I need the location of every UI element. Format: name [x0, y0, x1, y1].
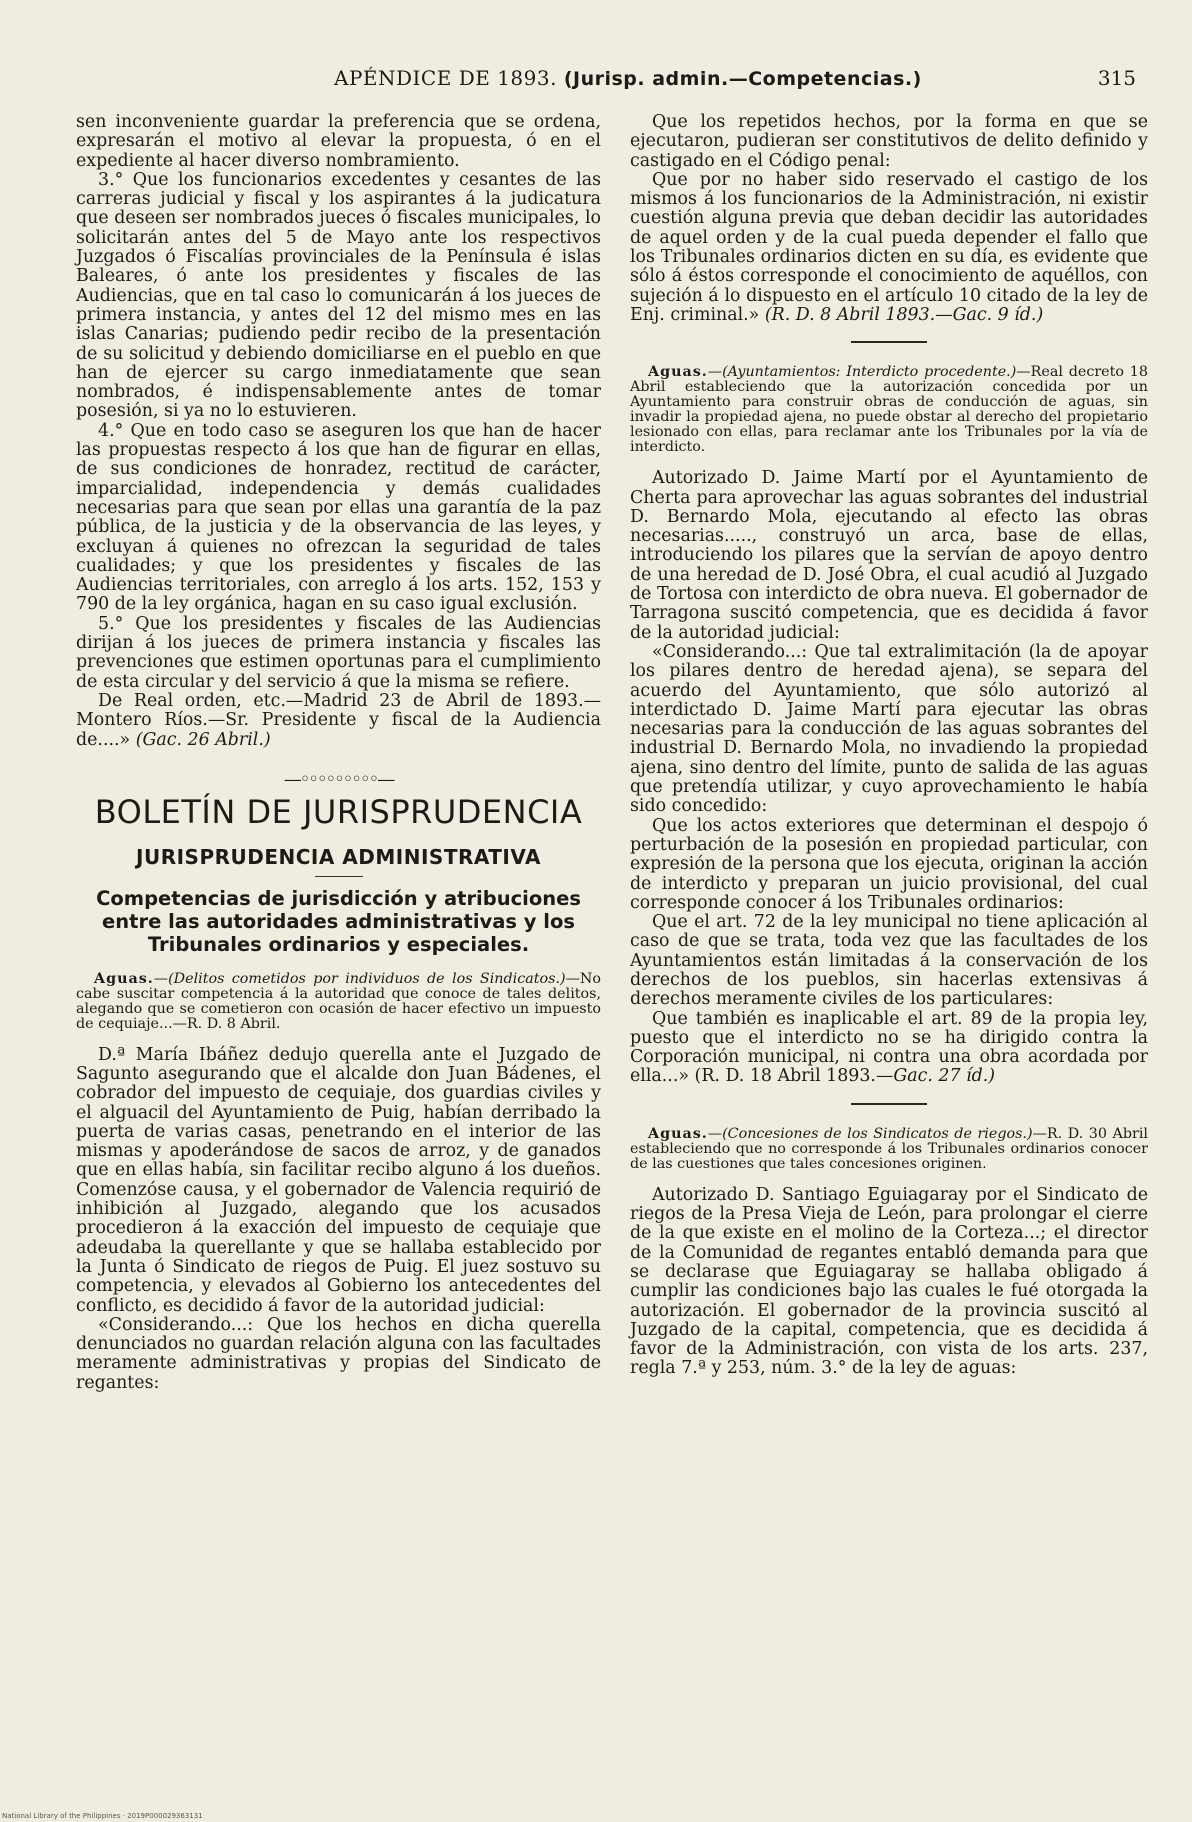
page-number: 315 — [1097, 66, 1136, 90]
citation: Gac. 27 íd.) — [893, 1066, 996, 1087]
divider — [851, 341, 927, 343]
case-summary — [630, 1127, 1148, 1172]
paragraph — [630, 1010, 1148, 1087]
case-keyword: Aguas. — [648, 364, 708, 381]
paragraph — [76, 692, 601, 750]
case-topic: —(Delitos cometidos por individuos de los Sindicatos.) — [153, 970, 566, 987]
scan-credit: National Library of the Philippines · 2019P000029363131 — [2, 1812, 203, 1820]
paragraph — [630, 171, 1148, 325]
paragraph-text: Que también es inaplicable el art. 89 de la propia ley, puesto que el interdicto no se ha dirigido contra la Corporación municipal, ni contra una obra acordada por ella...» — [630, 1008, 1148, 1087]
divider — [851, 1103, 927, 1105]
left-column — [76, 113, 601, 1393]
case-keyword: Aguas. — [94, 970, 154, 987]
citation: (Gac. 26 Abril.) — [135, 729, 271, 750]
paragraph: 5.° Que los presidentes y fiscales de las Audiencias dirijan á los jueces de primera instancia y fiscales las prevenciones que estimen oportunas para el cumplimiento de esta circular y del servicio á que la misma se refiere. — [76, 613, 601, 692]
ornament-divider: —◦◦◦◦◦◦◦◦◦— — [283, 768, 394, 790]
running-head — [334, 66, 922, 90]
paragraph: Autorizado D. Santiago Eguiagaray por el Sindicato de riegos de la Presa Vieja de León, para prolongar el cierre de la que existe en el molino de la Corteza...; el director de la Comunidad de regantes entabló demanda para que se declarase que Eguiagaray se hallaba obligado á cumplir las condiciones bajo las cuales le fué otorgada la autorización. El gobernador de la provincia suscitó al Juzgado de la capital, competencia, que es decidida á favor de la Administración, con vista de los arts. 237, regla 7.ª y 253, núm. 3.° de la ley de aguas: — [630, 1184, 1148, 1379]
case-keyword: Aguas. — [648, 1125, 708, 1142]
subsection-title: Competencias de jurisdicción y atribuciones entre las autoridades administrativas y los Tribunales ordinarios y especiales. — [96, 886, 581, 956]
running-head-prefix: APÉNDICE DE 1893. — [334, 66, 557, 90]
paragraph: «Considerando...: Que los hechos en dicha querella denunciados no guardan relación alguna con las facultades meramente administrativas y propias del Sindicato de regantes: — [76, 1314, 601, 1393]
case-summary-text: —Real decreto 18 Abril estableciendo que la autorización concedida por un Ayuntamiento para construir obras de conducción de aguas, sin invadir la propiedad ajena, no puede obstar al derecho del propietario lesionado con ellas, para reclamar ante los Tribunales por la vía de interdicto. — [630, 364, 1149, 456]
divider — [315, 876, 363, 877]
citation: (R. D. 8 Abril 1893.—Gac. 9 íd.) — [764, 304, 1044, 325]
paragraph: sen inconveniente guardar la preferencia que se ordena, expresarán el motivo al elevar la propuesta, ó en el expediente al hacer diverso nombramiento. — [76, 112, 601, 171]
paragraph: Autorizado D. Jaime Martí por el Ayuntamiento de Cherta para aprovechar las aguas sobrantes del industrial D. Bernardo Mola, ejecutando al efecto las obras necesarias....., construyó un arca, base de ellas, introduciendo los pilares que la servían de apoyo dentro de una heredad de D. José Obra, el cual acudió al Juzgado de Tortosa con interdicto de obra nueva. El gobernador de Tarragona suscitó competencia, que es decidida á favor de la autoridad judicial: — [630, 468, 1148, 643]
decree-closing: De Real orden, etc.—Madrid 23 de Abril de 1893.—Montero Ríos.—Sr. Presidente y fiscal de la Audiencia de....» — [76, 690, 601, 750]
paragraph: 4.° Que en todo caso se aseguren los que han de hacer las propuestas respecto á los que han de figurar en ellas, de sus condiciones de honradez, rectitud de carácter, imparcialidad, independencia y demás cualidades necesarias para que sean por ellas una garantía de la paz pública, de la justicia y de la observancia de las leyes, y excluyan á quienes no ofrezcan la seguridad de tales cualidades; y que los presidentes y fiscales de las Audiencias territoriales, con arreglo á los arts. 152, 153 y 790 de la ley orgánica, hagan en su caso igual exclusión. — [76, 420, 601, 615]
paragraph: Que el art. 72 de la ley municipal no tiene aplicación al caso de que se trata, toda vez que las facultades de los Ayuntamientos están limitadas á la conservación de los derechos de los pueblos, sin hacerlas extensivas á derechos meramente civiles de los particulares: — [630, 912, 1148, 1010]
paragraph: 3.° Que los funcionarios excedentes y cesantes de las carreras judicial y fiscal y los aspirantes á la judicatura que deseen ser nombrados jueces ó fiscales municipales, lo solicitarán antes del 5 de Mayo ante los respectivos Juzgados ó Fiscalías provinciales de la Península é islas Baleares, ó ante los presidentes y fiscales de las Audiencias, que en tal caso lo comunicarán á los jueces de primera instancia, y antes del 12 del mismo mes en las islas Canarias; pudiendo pedir recibo de la presentación de su solicitud y debiendo domiciliarse en el pueblo en que han de ejercer su cargo inmediatamente que sean nombrados, é indispensablemente antes de tomar posesión, si ya no lo estuvieren. — [76, 169, 601, 422]
section-heading: JURISPRUDENCIA ADMINISTRATIVA — [136, 845, 541, 870]
case-summary — [630, 365, 1148, 455]
case-topic: —(Concesiones de los Sindicatos de riegos.) — [707, 1125, 1033, 1142]
citation-prefix: (R. D. 18 Abril 1893.— — [694, 1066, 894, 1087]
case-summary — [76, 972, 601, 1032]
case-topic: —(Ayuntamientos: Interdicto procedente.) — [707, 364, 1017, 381]
case-summary-text: —No cabe suscitar competencia á la autoridad que conoce de tales delitos, alegando que se cometieron con ocasión de hacer efectivo un impuesto de cequiaje...—R. D. 8 Abril. — [76, 970, 601, 1032]
running-header — [64, 58, 1136, 94]
paragraph: Que los actos exteriores que determinan el despojo ó perturbación de la posesión en propiedad particular, con expresión de la persona que los ejecuta, originan la acción de interdicto y preparan un juicio provisional, del cual corresponde conocer á los Tribunales ordinarios: — [630, 815, 1148, 913]
case-summary-text: —R. D. 30 Abril estableciendo que no corresponde á los Tribunales ordinarios conocer de las cuestiones que tales concesiones originen. — [630, 1125, 1148, 1172]
paragraph: «Considerando...: Que tal extralimitación (la de apoyar los pilares dentro de heredad ajena), se separa del acuerdo del Ayuntamiento, que sólo autorizó al interdictado D. Jaime Martí para ejecutar las obras necesarias para la conducción de las aguas sobrantes del industrial D. Bernardo Mola, no invadiendo la propiedad ajena, sino dentro del límite, punto de salida de las aguas que pretendía utilizar, y cuyo aprovechamiento le había sido concedido: — [630, 641, 1148, 817]
running-head-section: (Jurisp. admin.—Competencias.) — [563, 68, 922, 90]
paragraph: D.ª María Ibáñez dedujo querella ante el Juzgado de Sagunto asegurando que el alcalde don Juan Bádenes, el cobrador del impuesto de cequiaje, dos guardias civiles y el alguacil del Ayuntamiento de Puig, habían derribado la puerta de varias casas, penetrando en el interior de las mismas y apoderándose de sacos de arroz, y de ganados que en ellas había, sin facilitar recibo alguno á los dueños. Comenzóse causa, y el gobernador de Valencia requirió de inhibición al Juzgado, alegando que los acusados procedieron á la exacción del impuesto de cequiaje que adeudaba la querellante y que se hallaba establecido por la Junta ó Sindicato de riegos de Puig. El juez sostuvo su competencia, y elevados al Gobierno los antecedentes del conflicto, es decidido á favor de la autoridad judicial: — [76, 1044, 601, 1316]
bulletin-title: BOLETÍN DE JURISPRUDENCIA — [94, 793, 583, 832]
paragraph-text: Que por no haber sido reservado el castigo de los mismos á los funcionarios de la Administración, ni existir cuestión alguna previa que deban decidir las autoridades de aquel orden y de la cual pueda depender el fallo que los Tribunales ordinarios dicten en su día, es evidente que sólo á éstos corresponde el conocimiento de aquéllos, con sujeción á lo dispuesto en el artículo 10 citado de la ley de Enj. criminal.» — [630, 169, 1148, 325]
right-column — [630, 113, 1148, 1379]
paragraph: Que los repetidos hechos, por la forma en que se ejecutaron, pudieran ser constitutivos de delito definido y castigado en el Código penal: — [630, 112, 1148, 171]
